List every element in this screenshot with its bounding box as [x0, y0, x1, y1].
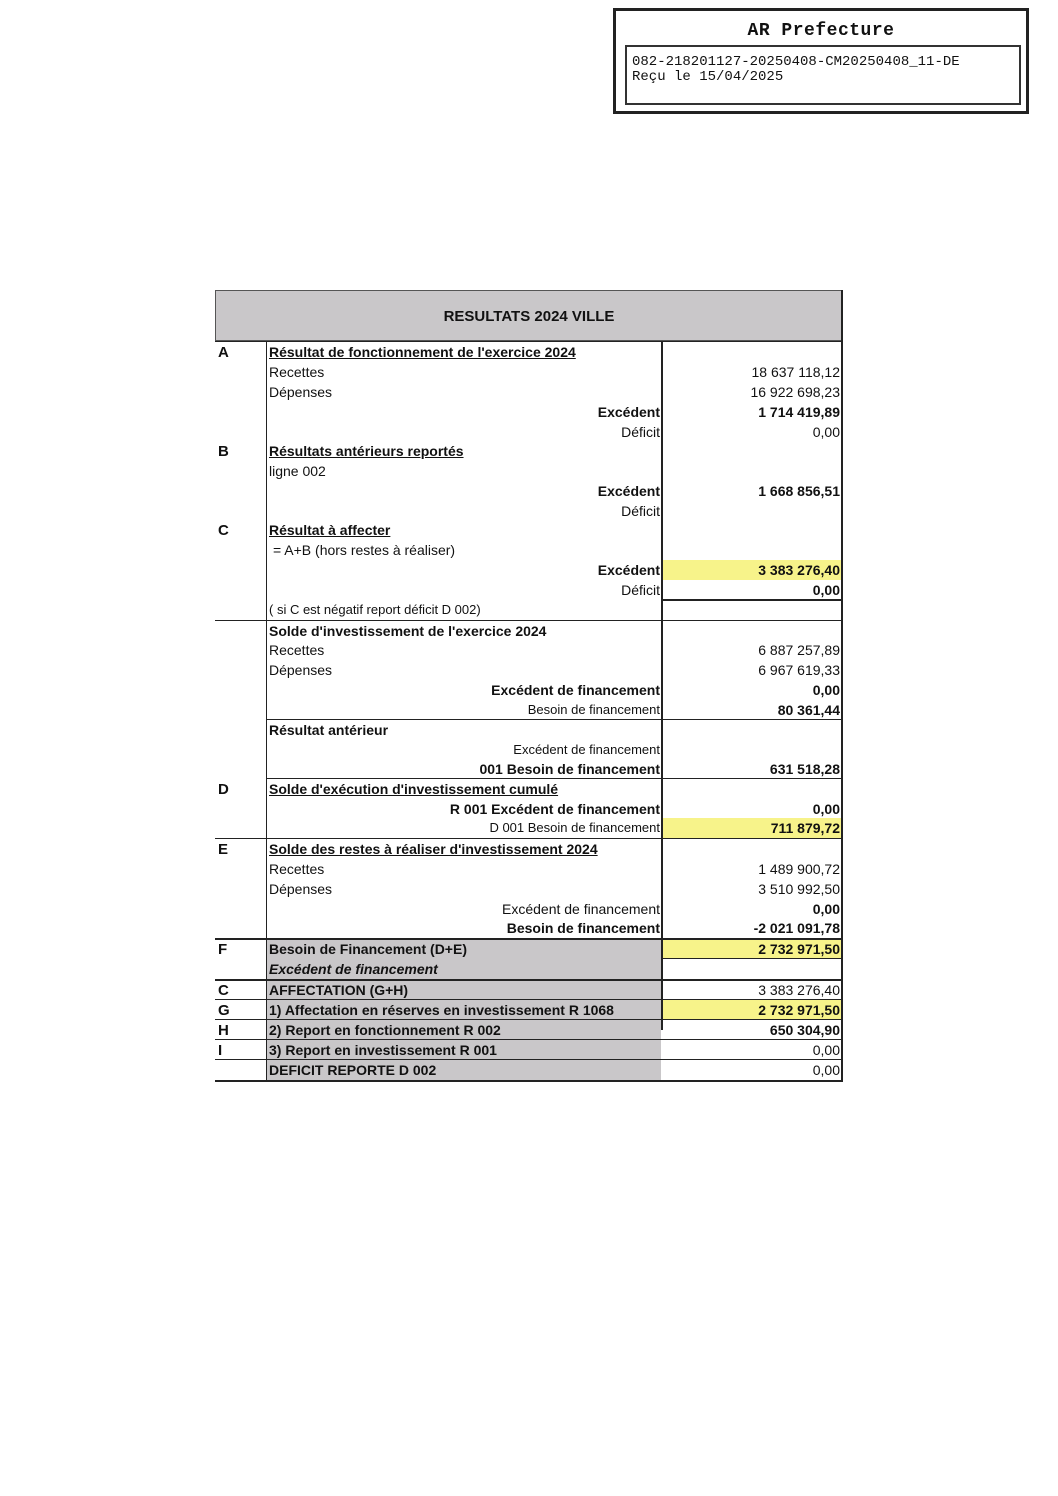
row-value: 631 518,28: [769, 761, 840, 777]
row-label: Déficit: [621, 582, 660, 598]
row-value: 1 489 900,72: [758, 861, 840, 877]
row-letter: G: [218, 1002, 230, 1019]
row-value: 6 887 257,89: [758, 642, 840, 658]
table-row: [215, 939, 843, 959]
table-row: [215, 461, 843, 481]
row-label: ligne 002: [269, 463, 326, 479]
table-row: [215, 600, 843, 620]
table-row: [215, 362, 843, 382]
table-row: [215, 560, 843, 580]
stamp-reference-box: [625, 45, 1021, 105]
row-label: Résultat antérieur: [269, 722, 389, 738]
row-label: Besoin de financement: [506, 920, 660, 936]
row-label: Excédent de financement: [491, 682, 660, 698]
row-value: 2 732 971,50: [758, 941, 840, 957]
row-label: Solde d'exécution d'investissement cumulé: [269, 781, 559, 797]
row-label: Dépenses: [269, 384, 333, 400]
row-label: Résultat à affecter: [269, 522, 391, 538]
row-label: Besoin de financement: [527, 702, 660, 717]
table-row: [215, 441, 843, 461]
table-row: [215, 1000, 843, 1020]
row-letter: C: [218, 982, 229, 999]
table-row: [215, 959, 843, 979]
row-letter: D: [218, 781, 229, 798]
row-value: 0,00: [812, 582, 840, 598]
table-row: [215, 402, 843, 422]
row-value: 18 637 118,12: [751, 364, 840, 380]
table-row: [215, 621, 843, 641]
row-value: 3 383 276,40: [758, 982, 840, 998]
row-value: 650 304,90: [769, 1022, 840, 1038]
table-row: [215, 759, 843, 779]
row-label: Besoin de Financement (D+E): [269, 941, 467, 957]
row-letter: H: [218, 1022, 229, 1039]
ar-prefecture-stamp: [613, 8, 1029, 114]
row-letter: F: [218, 941, 228, 958]
row-value: 3 510 992,50: [758, 881, 840, 897]
table-row: [215, 1060, 843, 1080]
row-value: 6 967 619,33: [758, 662, 840, 678]
row-value: 80 361,44: [777, 702, 840, 718]
table-row: [215, 501, 843, 521]
row-label: Recettes: [269, 364, 325, 380]
row-label: 1) Affectation en réserves en investissement R 1068: [269, 1002, 614, 1018]
row-letter: E: [218, 841, 229, 858]
table-row: [215, 1040, 843, 1060]
table-row: [215, 520, 843, 540]
table-row: [215, 740, 843, 760]
row-label: Déficit: [621, 424, 660, 440]
row-label: Excédent de financement: [502, 901, 660, 917]
stamp-title: AR Prefecture: [747, 21, 895, 41]
stamp-received-date: Reçu le 15/04/2025: [632, 69, 784, 85]
row-label: Recettes: [269, 642, 325, 658]
row-value: 0,00: [812, 901, 840, 917]
table-row: [215, 799, 843, 819]
row-label: Solde d'investissement de l'exercice 2024: [269, 623, 547, 639]
row-value: 0,00: [812, 801, 840, 817]
table-row: [215, 1020, 843, 1040]
table-row: [215, 818, 843, 838]
table-row: [215, 839, 843, 859]
row-label: Dépenses: [269, 881, 333, 897]
row-label: Excédent: [597, 404, 660, 420]
row-letter: C: [218, 522, 229, 539]
table-row: [215, 680, 843, 700]
table-row: [215, 580, 843, 600]
table-row: [215, 918, 843, 938]
table-row: [215, 422, 843, 442]
row-label: AFFECTATION (G+H): [269, 982, 409, 998]
row-label: Dépenses: [269, 662, 333, 678]
table-row: [215, 481, 843, 501]
table-row: [215, 879, 843, 899]
row-label: 3) Report en investissement R 001: [269, 1042, 497, 1058]
table-row: [215, 640, 843, 660]
row-label: = A+B (hors restes à réaliser): [273, 542, 456, 558]
row-label: R 001 Excédent de financement: [449, 801, 660, 817]
row-label: Excédent: [597, 562, 660, 578]
row-value: 0,00: [812, 682, 840, 698]
row-value: 16 922 698,23: [750, 384, 840, 400]
row-label: Résultats antérieurs reportés: [269, 443, 464, 459]
row-label: Résultat de fonctionnement de l'exercice 2024: [269, 344, 576, 360]
row-label: Excédent de financement: [269, 961, 438, 977]
row-value: 2 732 971,50: [758, 1002, 840, 1018]
table-row: [215, 899, 843, 919]
row-label: Excédent de financement: [513, 742, 660, 757]
table-row: [215, 700, 843, 720]
row-value: 1 714 419,89: [758, 404, 840, 420]
table-row: [215, 980, 843, 1000]
row-value: 0,00: [812, 1062, 840, 1078]
row-value: 3 383 276,40: [758, 562, 840, 578]
table-title: RESULTATS 2024 VILLE: [215, 290, 843, 341]
stamp-reference: 082-218201127-20250408-CM20250408_11-DE: [632, 54, 960, 70]
table-row: [215, 859, 843, 879]
row-label: Solde des restes à réaliser d'investissement 2024: [269, 841, 598, 857]
table-row: [215, 342, 843, 362]
row-label: ( si C est négatif report déficit D 002): [269, 602, 481, 617]
row-label: 001 Besoin de financement: [479, 761, 660, 777]
row-label: Recettes: [269, 861, 325, 877]
row-label: Excédent: [597, 483, 660, 499]
row-value: 1 668 856,51: [758, 483, 840, 499]
table-row: [215, 779, 843, 799]
table-row: [215, 720, 843, 740]
results-table: [215, 290, 843, 1082]
row-letter: I: [218, 1042, 223, 1059]
row-value: 0,00: [812, 1042, 840, 1058]
row-value: 711 879,72: [770, 820, 840, 836]
row-letter: A: [218, 344, 229, 361]
row-label: D 001 Besoin de financement: [489, 820, 660, 835]
table-row: [215, 660, 843, 680]
table-row: [215, 382, 843, 402]
row-value: -2 021 091,78: [753, 920, 840, 936]
row-value: 0,00: [812, 424, 840, 440]
row-label: Déficit: [621, 503, 660, 519]
row-label: 2) Report en fonctionnement R 002: [269, 1022, 501, 1038]
table-row: [215, 540, 843, 560]
row-letter: B: [218, 443, 229, 460]
row-label: DEFICIT REPORTE D 002: [269, 1062, 437, 1078]
line-bottom: [215, 1080, 843, 1082]
